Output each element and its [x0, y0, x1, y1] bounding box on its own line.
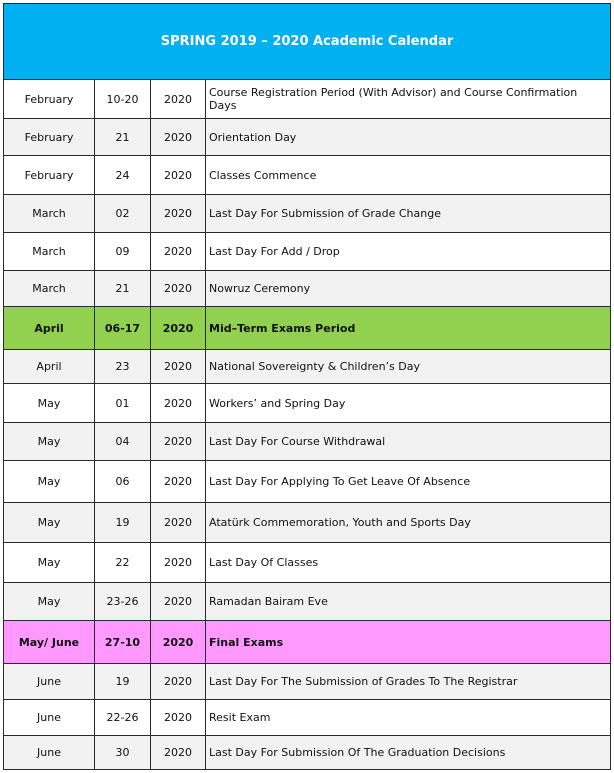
month-cell: May: [4, 461, 95, 503]
calendar-row: [4, 621, 611, 664]
calendar-row: [4, 119, 611, 156]
year-cell: 2020: [151, 119, 206, 156]
days-cell: 21: [95, 271, 151, 307]
year-cell: 2020: [151, 621, 206, 664]
year-cell: 2020: [151, 700, 206, 736]
calendar-row: [4, 350, 611, 384]
calendar-row: [4, 423, 611, 461]
month-cell: June: [4, 664, 95, 700]
calendar-row: [4, 384, 611, 423]
month-cell: May: [4, 423, 95, 461]
month-cell: February: [4, 156, 95, 195]
month-cell: March: [4, 195, 95, 233]
event-cell: Course Registration Period (With Advisor) and Course Confirmation Days: [206, 80, 611, 119]
event-cell: Final Exams: [206, 621, 611, 664]
days-cell: 22-26: [95, 700, 151, 736]
days-cell: 06-17: [95, 307, 151, 350]
year-cell: 2020: [151, 80, 206, 119]
year-cell: 2020: [151, 583, 206, 621]
month-cell: June: [4, 700, 95, 736]
year-cell: 2020: [151, 423, 206, 461]
year-cell: 2020: [151, 195, 206, 233]
event-cell: Orientation Day: [206, 119, 611, 156]
calendar-row: [4, 736, 611, 770]
month-cell: May: [4, 543, 95, 583]
month-cell: May: [4, 503, 95, 543]
days-cell: 27-10: [95, 621, 151, 664]
calendar-row: [4, 271, 611, 307]
month-cell: March: [4, 271, 95, 307]
event-cell: Atatürk Commemoration, Youth and Sports Day: [206, 503, 611, 543]
month-cell: February: [4, 80, 95, 119]
calendar-row: [4, 233, 611, 271]
year-cell: 2020: [151, 461, 206, 503]
days-cell: 19: [95, 503, 151, 543]
calendar-row: [4, 195, 611, 233]
event-cell: Ramadan Bairam Eve: [206, 583, 611, 621]
calendar-row: [4, 503, 611, 543]
event-cell: Last Day For Add / Drop: [206, 233, 611, 271]
year-cell: 2020: [151, 307, 206, 350]
event-cell: Last Day For Applying To Get Leave Of Absence: [206, 461, 611, 503]
year-cell: 2020: [151, 271, 206, 307]
days-cell: 24: [95, 156, 151, 195]
month-cell: May: [4, 384, 95, 423]
event-cell: Last Day For Submission of Grade Change: [206, 195, 611, 233]
year-cell: 2020: [151, 543, 206, 583]
calendar-row: [4, 700, 611, 736]
days-cell: 23-26: [95, 583, 151, 621]
month-cell: May: [4, 583, 95, 621]
calendar-title: SPRING 2019 – 2020 Academic Calendar: [4, 4, 611, 80]
days-cell: 02: [95, 195, 151, 233]
event-cell: Last Day For Course Withdrawal: [206, 423, 611, 461]
year-cell: 2020: [151, 736, 206, 770]
days-cell: 10-20: [95, 80, 151, 119]
calendar-row: [4, 583, 611, 621]
year-cell: 2020: [151, 503, 206, 543]
month-cell: April: [4, 350, 95, 384]
days-cell: 04: [95, 423, 151, 461]
event-cell: Classes Commence: [206, 156, 611, 195]
days-cell: 22: [95, 543, 151, 583]
event-cell: Resit Exam: [206, 700, 611, 736]
event-cell: Last Day Of Classes: [206, 543, 611, 583]
calendar-row: [4, 543, 611, 583]
month-cell: June: [4, 736, 95, 770]
calendar-row: [4, 461, 611, 503]
days-cell: 21: [95, 119, 151, 156]
calendar-row: [4, 307, 611, 350]
month-cell: April: [4, 307, 95, 350]
event-cell: Mid–Term Exams Period: [206, 307, 611, 350]
month-cell: February: [4, 119, 95, 156]
academic-calendar-table: [3, 3, 611, 770]
calendar-header-row: [4, 4, 611, 80]
days-cell: 30: [95, 736, 151, 770]
year-cell: 2020: [151, 233, 206, 271]
days-cell: 06: [95, 461, 151, 503]
year-cell: 2020: [151, 384, 206, 423]
calendar-row: [4, 80, 611, 119]
event-cell: Last Day For Submission Of The Graduation Decisions: [206, 736, 611, 770]
days-cell: 19: [95, 664, 151, 700]
days-cell: 09: [95, 233, 151, 271]
calendar-body: [4, 80, 611, 770]
days-cell: 01: [95, 384, 151, 423]
event-cell: Nowruz Ceremony: [206, 271, 611, 307]
calendar-row: [4, 156, 611, 195]
event-cell: Last Day For The Submission of Grades To The Registrar: [206, 664, 611, 700]
year-cell: 2020: [151, 350, 206, 384]
month-cell: May/ June: [4, 621, 95, 664]
event-cell: Workers’ and Spring Day: [206, 384, 611, 423]
event-cell: National Sovereignty & Children’s Day: [206, 350, 611, 384]
year-cell: 2020: [151, 156, 206, 195]
year-cell: 2020: [151, 664, 206, 700]
calendar-row: [4, 664, 611, 700]
days-cell: 23: [95, 350, 151, 384]
month-cell: March: [4, 233, 95, 271]
